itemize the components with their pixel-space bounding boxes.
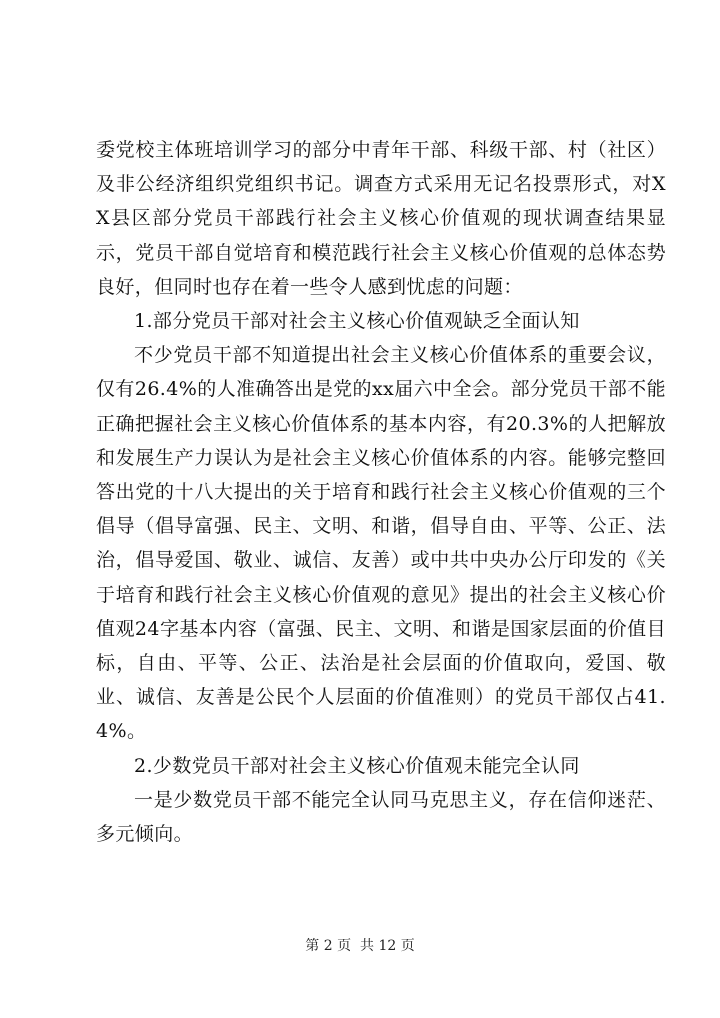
section-heading-2: 2.少数党员干部对社会主义核心价值观未能完全认同 <box>134 754 580 777</box>
document-body <box>96 133 666 851</box>
paragraph-belief: 一是少数党员干部不能完全认同马克思主义，存在信仰迷茫、多元倾向。 <box>96 788 666 846</box>
section-heading-1: 1.部分党员干部对社会主义核心价值观缺乏全面认知 <box>134 310 580 333</box>
paragraph-continuation: 委党校主体班培训学习的部分中青年干部、科级干部、村（社区）及非公经济组织党组织书记。调查方式采用无记名投票形式，对XX县区部分党员干部践行社会主义核心价值观的现状调查结果显示，党员干部自觉培育和模范践行社会主义核心价值观的总体态势良好，但同时也存在着一些令人感到忧虑的问题： <box>96 139 666 298</box>
page-number-footer: 第 2 页 共 12 页 <box>305 938 415 954</box>
paragraph-awareness-stats: 不少党员干部不知道提出社会主义核心价值体系的重要会议，仅有26.4%的人准确答出是党的xx届六中全会。部分党员干部不能正确把握社会主义核心价值体系的基本内容，有20.3%的人把解放和发展生产力误认为是社会主义核心价值体系的内容。能够完整回答出党的十八大提出的关于培育和践行社会主义核心价值观的三个倡导（倡导富强、民主、文明、和谐，倡导自由、平等、公正、法治，倡导爱国、敬业、诚信、友善）或中共中央办公厅印发的《关于培育和践行社会主义核心价值观的意见》提出的社会主义核心价值观24字基本内容（富强、民主、文明、和谐是国家层面的价值目标，自由、平等、公正、法治是社会层面的价值取向，爱国、敬业、诚信、友善是公民个人层面的价值准则）的党员干部仅占41.4%。 <box>96 344 666 743</box>
